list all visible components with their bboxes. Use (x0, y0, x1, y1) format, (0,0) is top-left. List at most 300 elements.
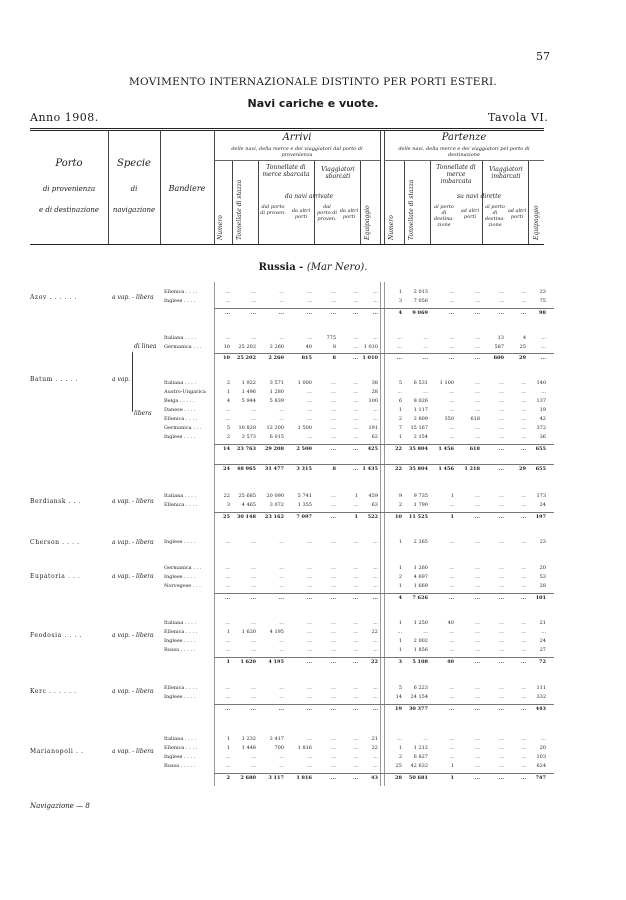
table-cell: 1 260 (413, 565, 428, 571)
table-cell: ... (251, 754, 256, 760)
spec-batum: a vap. (112, 376, 131, 383)
table-cell: 22 (371, 659, 378, 665)
table-cell: ... (251, 335, 256, 341)
table-cell: ... (251, 574, 256, 580)
table-cell: ... (541, 629, 546, 635)
header-da-altri: da altri porti (291, 208, 311, 220)
flag-cell: Austro-Ungarica (164, 389, 206, 395)
flag-cell: Belga . . . . . (164, 398, 195, 404)
table-cell: 3 (226, 502, 230, 508)
flag-cell: Danese . . . . (164, 407, 196, 413)
table-cell: ... (352, 595, 358, 601)
table-cell: ... (449, 398, 454, 404)
table-cell: 5 108 (412, 659, 428, 665)
col-divider (528, 160, 529, 244)
spec-marianopoli: a vap. - libera (112, 748, 154, 755)
table-cell: ... (499, 694, 504, 700)
table-cell: ... (278, 706, 284, 712)
table-cell: ... (224, 706, 230, 712)
table-cell: 35 804 (408, 446, 428, 452)
table-cell: 2 (398, 754, 402, 760)
table-cell: ... (499, 583, 504, 589)
table-cell: 30 377 (408, 706, 428, 712)
table-cell: ... (449, 425, 454, 431)
flag-cell: Russa . . . . . (164, 647, 195, 653)
table-row (0, 620, 626, 628)
table-cell: ... (372, 595, 378, 601)
table-cell: 522 (367, 514, 378, 520)
table-cell: ... (353, 539, 358, 545)
table-row (0, 425, 626, 433)
total-rule (214, 773, 554, 774)
table-cell: ... (307, 629, 312, 635)
col-divider (360, 160, 361, 244)
table-cell: ... (225, 583, 230, 589)
table-cell: 425 (367, 446, 378, 452)
table-cell: 8 (332, 355, 336, 361)
table-cell: 618 (470, 416, 480, 422)
flag-cell: Germanica . . . (164, 344, 202, 350)
table-cell: ... (499, 574, 504, 580)
table-cell: ... (499, 425, 504, 431)
total-rule (214, 444, 554, 445)
spec-batum-linea: di linea (134, 343, 157, 350)
table-cell: 2 (226, 380, 230, 386)
table-cell: 3 117 (268, 775, 284, 781)
table-cell: ... (353, 745, 358, 751)
table-cell: 600 (493, 355, 504, 361)
table-cell: ... (373, 407, 378, 413)
table-cell: ... (520, 706, 526, 712)
table-cell: 2 680 (240, 775, 256, 781)
table-cell: 5 944 (241, 398, 256, 404)
table-cell: ... (331, 298, 336, 304)
table-cell: ... (521, 407, 526, 413)
flag-cell: Germanica . . . (164, 565, 202, 571)
table-cell: ... (521, 493, 526, 499)
table-cell: ... (306, 595, 312, 601)
flag-cell: Inglese . . . . (164, 574, 196, 580)
table-cell: ... (498, 775, 504, 781)
flag-cell: Inglese . . . . (164, 539, 196, 545)
table-cell: ... (251, 289, 256, 295)
table-cell: ... (521, 416, 526, 422)
table-cell: 1 448 (241, 745, 256, 751)
header-destinazione: e di destinazione (38, 206, 100, 214)
flag-cell: Germanica . . . (164, 425, 202, 431)
page-number: 57 (536, 50, 550, 63)
table-cell: 197 (535, 514, 546, 520)
port-eupatoria: Eupatoria . . . (30, 573, 81, 580)
flag-cell: Italiana . . . . (164, 736, 197, 742)
table-row (0, 398, 626, 406)
table-cell: 2 260 (268, 355, 284, 361)
table-cell: 815 (301, 355, 312, 361)
table-cell: 2 417 (269, 736, 284, 742)
table-cell: 459 (368, 493, 378, 499)
table-cell: ... (307, 389, 312, 395)
table-cell: 19 (395, 706, 402, 712)
table-cell: 6 531 (413, 380, 428, 386)
table-cell: ... (306, 310, 312, 316)
flag-cell: Ellenica . . . . (164, 502, 198, 508)
spec-kerc: a vap. - libera (112, 688, 154, 695)
table-cell: 5 (398, 380, 402, 386)
table-cell: ... (499, 745, 504, 751)
table-cell: 1 (226, 389, 230, 395)
table-cell: ... (307, 539, 312, 545)
table-cell: 372 (536, 425, 546, 431)
table-cell: ... (331, 425, 336, 431)
table-cell: ... (521, 565, 526, 571)
table-cell: 14 (223, 446, 230, 452)
total-rule (214, 308, 554, 309)
table-cell: ... (449, 583, 454, 589)
table-cell: ... (353, 344, 358, 350)
col-divider (380, 130, 381, 244)
table-cell: ... (307, 638, 312, 644)
table-cell: 1 456 (438, 446, 454, 452)
table-cell: ... (251, 539, 256, 545)
table-cell: ... (499, 416, 504, 422)
total-rule (214, 704, 554, 705)
table-cell: ... (307, 694, 312, 700)
table-cell: ... (475, 565, 480, 571)
table-cell: ... (397, 629, 402, 635)
table-cell: 1 (398, 539, 402, 545)
table-cell: ... (307, 298, 312, 304)
table-cell: 7 056 (413, 298, 428, 304)
table-cell: ... (373, 685, 378, 691)
table-cell: ... (475, 389, 480, 395)
table-cell: ... (279, 620, 284, 626)
header-navi-dirette: su navi dirette (456, 193, 502, 200)
table-cell: ... (474, 659, 480, 665)
table-cell: ... (331, 502, 336, 508)
table-cell: ... (307, 289, 312, 295)
table-cell: 9 735 (413, 493, 428, 499)
table-cell: ... (521, 425, 526, 431)
table-row (0, 745, 626, 753)
col-divider (482, 160, 483, 244)
table-cell: 21 (371, 736, 378, 742)
table-cell: ... (475, 620, 480, 626)
table-cell: 36 (539, 434, 546, 440)
table-cell: ... (373, 694, 378, 700)
table-cell: ... (520, 775, 526, 781)
table-cell: ... (279, 638, 284, 644)
header-ton-sbarcata: Tonnellate di merce sbarcata (262, 164, 310, 178)
table-cell: ... (521, 583, 526, 589)
table-cell: ... (307, 574, 312, 580)
table-cell: 4 (226, 398, 230, 404)
table-cell: 1 010 (362, 355, 378, 361)
table-cell: ... (331, 434, 336, 440)
table-cell: 5 839 (269, 398, 284, 404)
table-cell: ... (521, 298, 526, 304)
table-cell: ... (499, 389, 504, 395)
spec-eupatoria: a vap. - libera (112, 573, 154, 580)
header-al-porto-viagg: al porto di destina-zione (484, 204, 506, 228)
table-cell: 72 (539, 659, 546, 665)
table-cell: ... (499, 434, 504, 440)
table-cell: ... (373, 289, 378, 295)
table-cell: 20 (539, 745, 546, 751)
table-cell: 100 (368, 398, 378, 404)
table-cell: ... (474, 514, 480, 520)
table-cell: 3 072 (269, 502, 284, 508)
spec-berdiansk: a vap. - libera (112, 498, 154, 505)
table-cell: ... (353, 763, 358, 769)
table-cell: ... (498, 310, 504, 316)
table-cell: ... (499, 380, 504, 386)
table-cell: 1 000 (297, 380, 312, 386)
table-cell: ... (331, 629, 336, 635)
header-ad-altri-viagg: ad altri porti (507, 208, 527, 220)
header-top-rule (30, 128, 544, 129)
table-cell: ... (499, 647, 504, 653)
table-cell: ... (353, 398, 358, 404)
table-cell: ... (353, 694, 358, 700)
table-cell: ... (251, 763, 256, 769)
table-cell: ... (279, 583, 284, 589)
table-cell: ... (521, 763, 526, 769)
header-arrivi: Arrivi (282, 132, 312, 143)
table-cell: 6 827 (413, 754, 428, 760)
table-cell: ... (521, 638, 526, 644)
table-cell: 2 002 (413, 638, 428, 644)
table-cell: ... (396, 355, 402, 361)
table-cell: 3 (398, 659, 402, 665)
table-cell: 28 (371, 389, 378, 395)
table-row (0, 763, 626, 771)
table-cell: ... (251, 638, 256, 644)
table-cell: 1 816 (296, 775, 312, 781)
flag-cell: Italiana . . . . (164, 380, 197, 386)
table-row (0, 539, 626, 547)
total-rule (214, 657, 554, 658)
table-cell: ... (423, 335, 428, 341)
table-cell: 48 965 (236, 466, 256, 472)
table-cell: ... (521, 574, 526, 580)
table-cell: ... (423, 389, 428, 395)
table-cell: ... (449, 638, 454, 644)
table-cell: ... (352, 659, 358, 665)
total-rule (214, 593, 554, 594)
table-cell: ... (225, 638, 230, 644)
table-cell: ... (373, 754, 378, 760)
table-label: Tavola VI. (488, 111, 549, 124)
table-cell: ... (331, 407, 336, 413)
table-cell: 2 013 (413, 289, 428, 295)
table-cell: ... (521, 745, 526, 751)
table-row (0, 574, 626, 582)
table-cell: ... (352, 310, 358, 316)
table-cell: ... (330, 446, 336, 452)
table-cell: 11 525 (408, 514, 428, 520)
table-cell: 25 (223, 514, 230, 520)
header-equipaggio-arr: Equipaggio (364, 205, 371, 240)
table-cell: 1 100 (439, 380, 454, 386)
table-row (0, 647, 626, 655)
table-cell: 24 (539, 638, 546, 644)
table-cell: 31 477 (264, 466, 284, 472)
table-cell: ... (475, 539, 480, 545)
table-cell: 28 (539, 583, 546, 589)
col-divider (232, 160, 233, 244)
table-cell: ... (353, 298, 358, 304)
table-cell: ... (475, 335, 480, 341)
table-cell: ... (474, 706, 480, 712)
table-cell: ... (353, 380, 358, 386)
table-cell: ... (373, 647, 378, 653)
table-cell: ... (330, 310, 336, 316)
table-cell: 332 (536, 694, 546, 700)
table-cell: ... (331, 539, 336, 545)
total-rule (214, 353, 554, 354)
flag-cell: Inglese . . . . (164, 434, 196, 440)
table-cell: ... (498, 659, 504, 665)
table-cell: 443 (535, 706, 546, 712)
table-cell: 4 (398, 595, 402, 601)
table-cell: ... (499, 289, 504, 295)
table-cell: ... (250, 706, 256, 712)
table-cell: ... (250, 595, 256, 601)
table-cell: 14 (395, 694, 402, 700)
table-cell: ... (520, 446, 526, 452)
table-cell: 10 828 (238, 425, 256, 431)
header-numero-par: Numero (388, 215, 395, 240)
table-row (0, 629, 626, 637)
table-cell: ... (499, 407, 504, 413)
table-cell: ... (353, 629, 358, 635)
table-cell: 1 790 (413, 502, 428, 508)
flag-cell: Italiana . . . . (164, 620, 197, 626)
table-cell: ... (449, 685, 454, 691)
table-cell: 7 626 (412, 595, 428, 601)
table-cell: 6 (398, 398, 402, 404)
table-cell: 137 (536, 398, 546, 404)
table-cell: ... (520, 514, 526, 520)
table-cell: 1 (398, 565, 402, 571)
table-cell: 29 208 (264, 446, 284, 452)
header-dal-porto-viagg: dal porto di proven. (316, 204, 337, 222)
table-cell: ... (279, 416, 284, 422)
table-cell: 24 154 (410, 694, 428, 700)
port-batum: Batum . . . . . (30, 376, 79, 383)
table-cell: ... (353, 389, 358, 395)
table-cell: ... (423, 629, 428, 635)
table-cell: ... (449, 335, 454, 341)
table-cell: 103 (536, 754, 546, 760)
table-cell: 5 (226, 425, 230, 431)
header-partenze-sub: delle navi, della merce e dei viaggiatori pel porto di destinazione (398, 146, 530, 158)
table-cell: ... (521, 398, 526, 404)
col-divider (384, 130, 385, 244)
header-ad-altri: ad altri porti (460, 208, 480, 220)
table-cell: ... (475, 434, 480, 440)
table-cell: ... (397, 736, 402, 742)
table-cell: ... (475, 629, 480, 635)
table-cell: 98 (539, 310, 546, 316)
port-berdiansk: Berdiansk . . . (30, 498, 82, 505)
table-cell: 1 355 (297, 502, 312, 508)
table-cell: ... (449, 574, 454, 580)
table-cell: ... (279, 565, 284, 571)
table-cell: ... (279, 539, 284, 545)
table-cell: 3 571 (269, 380, 284, 386)
total-row (0, 514, 626, 522)
table-cell: ... (353, 620, 358, 626)
table-cell: ... (225, 289, 230, 295)
table-cell: ... (474, 310, 480, 316)
table-cell: ... (225, 574, 230, 580)
spec-cherson: a vap. - libera (112, 539, 154, 546)
table-cell: ... (307, 583, 312, 589)
table-cell: 2 (398, 502, 402, 508)
table-cell: ... (307, 398, 312, 404)
header-partenze: Partenze (441, 132, 487, 143)
header-provenienza: di provenienza (42, 185, 96, 193)
table-cell: ... (279, 763, 284, 769)
table-cell: ... (353, 425, 358, 431)
table-cell: ... (307, 763, 312, 769)
table-cell: ... (449, 289, 454, 295)
table-cell: 101 (535, 595, 546, 601)
table-cell: 1 (398, 583, 402, 589)
table-cell: ... (225, 620, 230, 626)
header-porto: Porto (55, 158, 83, 169)
flag-cell: Russa . . . . . (164, 763, 195, 769)
table-cell: ... (521, 694, 526, 700)
table-cell: 1 856 (413, 647, 428, 653)
table-cell: 140 (536, 380, 546, 386)
table-cell: 747 (535, 775, 546, 781)
table-row (0, 434, 626, 442)
col-divider (314, 160, 315, 244)
table-cell: 1 435 (362, 466, 378, 472)
table-cell: ... (331, 416, 336, 422)
table-cell: ... (353, 583, 358, 589)
table-cell: 7 (398, 425, 402, 431)
table-cell: ... (373, 583, 378, 589)
table-cell: ... (475, 638, 480, 644)
section-name: Russia (258, 262, 296, 273)
table-cell: ... (541, 335, 546, 341)
table-cell: ... (353, 416, 358, 422)
table-cell: ... (475, 754, 480, 760)
table-cell: 1 (450, 763, 454, 769)
table-cell: 1 232 (241, 736, 256, 742)
table-cell: ... (449, 344, 454, 350)
table-cell: ... (353, 407, 358, 413)
table-cell: ... (521, 380, 526, 386)
table-cell: 22 (395, 446, 402, 452)
table-cell: ... (352, 446, 358, 452)
table-cell: ... (278, 595, 284, 601)
table-cell: ... (225, 416, 230, 422)
table-cell: 75 (539, 298, 546, 304)
table-cell: 2 500 (296, 446, 312, 452)
table-cell: ... (521, 754, 526, 760)
table-cell: ... (279, 407, 284, 413)
header-arrivi-sub: delle navi, della merce e dei viaggiatori dal porto di provenienza (231, 146, 363, 158)
table-cell: 25 202 (238, 344, 256, 350)
table-cell: ... (307, 685, 312, 691)
table-cell: ... (520, 659, 526, 665)
spec-batum-libera: libera (134, 410, 152, 417)
table-cell: ... (224, 310, 230, 316)
